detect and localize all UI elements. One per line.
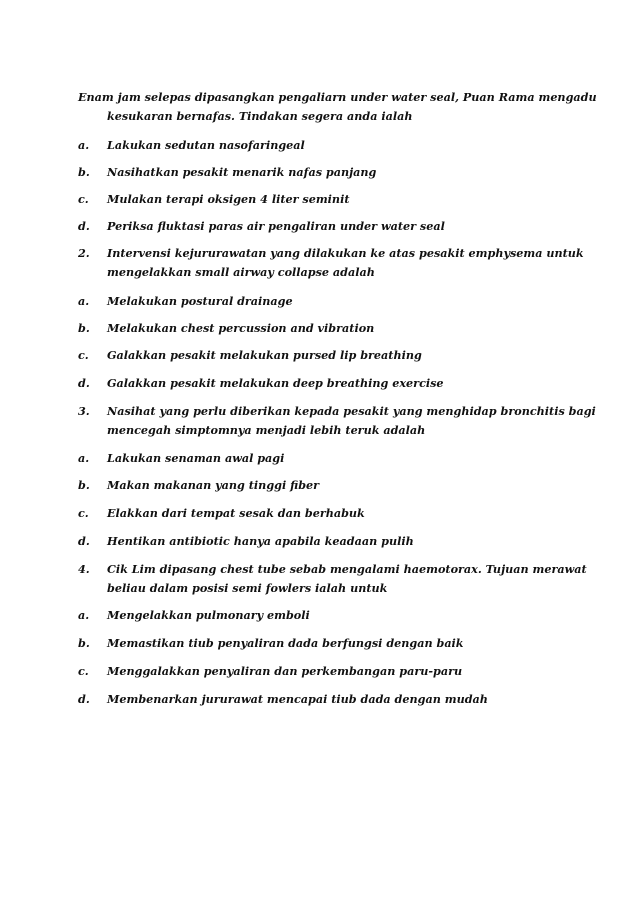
question-2-line-1: Intervensi kejururawatan yang dilakukan ke atas pesakit emphysema untuk (107, 246, 584, 260)
option-text: Makan makanan yang tinggi fiber (107, 478, 320, 492)
option-text: Mulakan terapi oksigen 4 liter seminit (107, 192, 350, 206)
option-text: Galakkan pesakit melakukan deep breathing exercise (107, 376, 444, 390)
option-text: Elakkan dari tempat sesak dan berhabuk (107, 506, 365, 520)
question-4-line-1: Cik Lim dipasang chest tube sebab mengalami haemotorax. Tujuan merawat (107, 562, 587, 576)
option-text: Melakukan chest percussion and vibration (107, 321, 375, 335)
option-label: a. (78, 138, 90, 152)
question-2-text (107, 244, 584, 282)
option-text: Melakukan postural drainage (107, 294, 293, 308)
option-text: Hentikan antibiotic hanya apabila keadaan pulih (107, 534, 414, 548)
question-1-stem (78, 88, 597, 126)
option-label: d. (78, 692, 90, 706)
option-text: Lakukan sedutan nasofaringeal (107, 138, 305, 152)
option-label: c. (78, 348, 89, 362)
question-2-line-2: mengelakkan small airway collapse adalah (107, 265, 375, 279)
question-3-line-1: Nasihat yang perlu diberikan kepada pesakit yang menghidap bronchitis bagi (107, 404, 596, 418)
option-label: b. (78, 636, 90, 650)
question-1-line-2: kesukaran bernafas. Tindakan segera anda ialah (107, 109, 413, 123)
option-label: a. (78, 294, 90, 308)
option-label: d. (78, 376, 90, 390)
option-label: b. (78, 478, 90, 492)
option-text: Galakkan pesakit melakukan pursed lip breathing (107, 348, 422, 362)
question-4-line-2: beliau dalam posisi semi fowlers ialah untuk (107, 581, 388, 595)
option-label: b. (78, 165, 90, 179)
option-label: d. (78, 219, 90, 233)
option-label: a. (78, 608, 90, 622)
option-text: Memastikan tiub penyaliran dada berfungsi dengan baik (107, 636, 464, 650)
option-text: Menggalakkan penyaliran dan perkembangan paru-paru (107, 664, 463, 678)
question-number: 2. (78, 246, 90, 260)
option-label: c. (78, 664, 89, 678)
option-label: b. (78, 321, 90, 335)
option-label: a. (78, 451, 90, 465)
option-text: Membenarkan jururawat mencapai tiub dada dengan mudah (107, 692, 488, 706)
option-label: c. (78, 192, 89, 206)
option-text: Nasihatkan pesakit menarik nafas panjang (107, 165, 377, 179)
option-label: c. (78, 506, 89, 520)
option-text: Periksa fluktasi paras air pengaliran under water seal (107, 219, 445, 233)
question-3-text (107, 402, 596, 440)
option-text: Lakukan senaman awal pagi (107, 451, 285, 465)
question-number: 4. (78, 562, 90, 576)
question-1-line-1: Enam jam selepas dipasangkan pengaliarn under water seal, Puan Rama mengadu (78, 90, 597, 104)
option-label: d. (78, 534, 90, 548)
question-number: 3. (78, 404, 90, 418)
option-text: Mengelakkan pulmonary emboli (107, 608, 310, 622)
question-3-line-2: mencegah simptomnya menjadi lebih teruk adalah (107, 423, 426, 437)
question-4-text (107, 560, 587, 598)
